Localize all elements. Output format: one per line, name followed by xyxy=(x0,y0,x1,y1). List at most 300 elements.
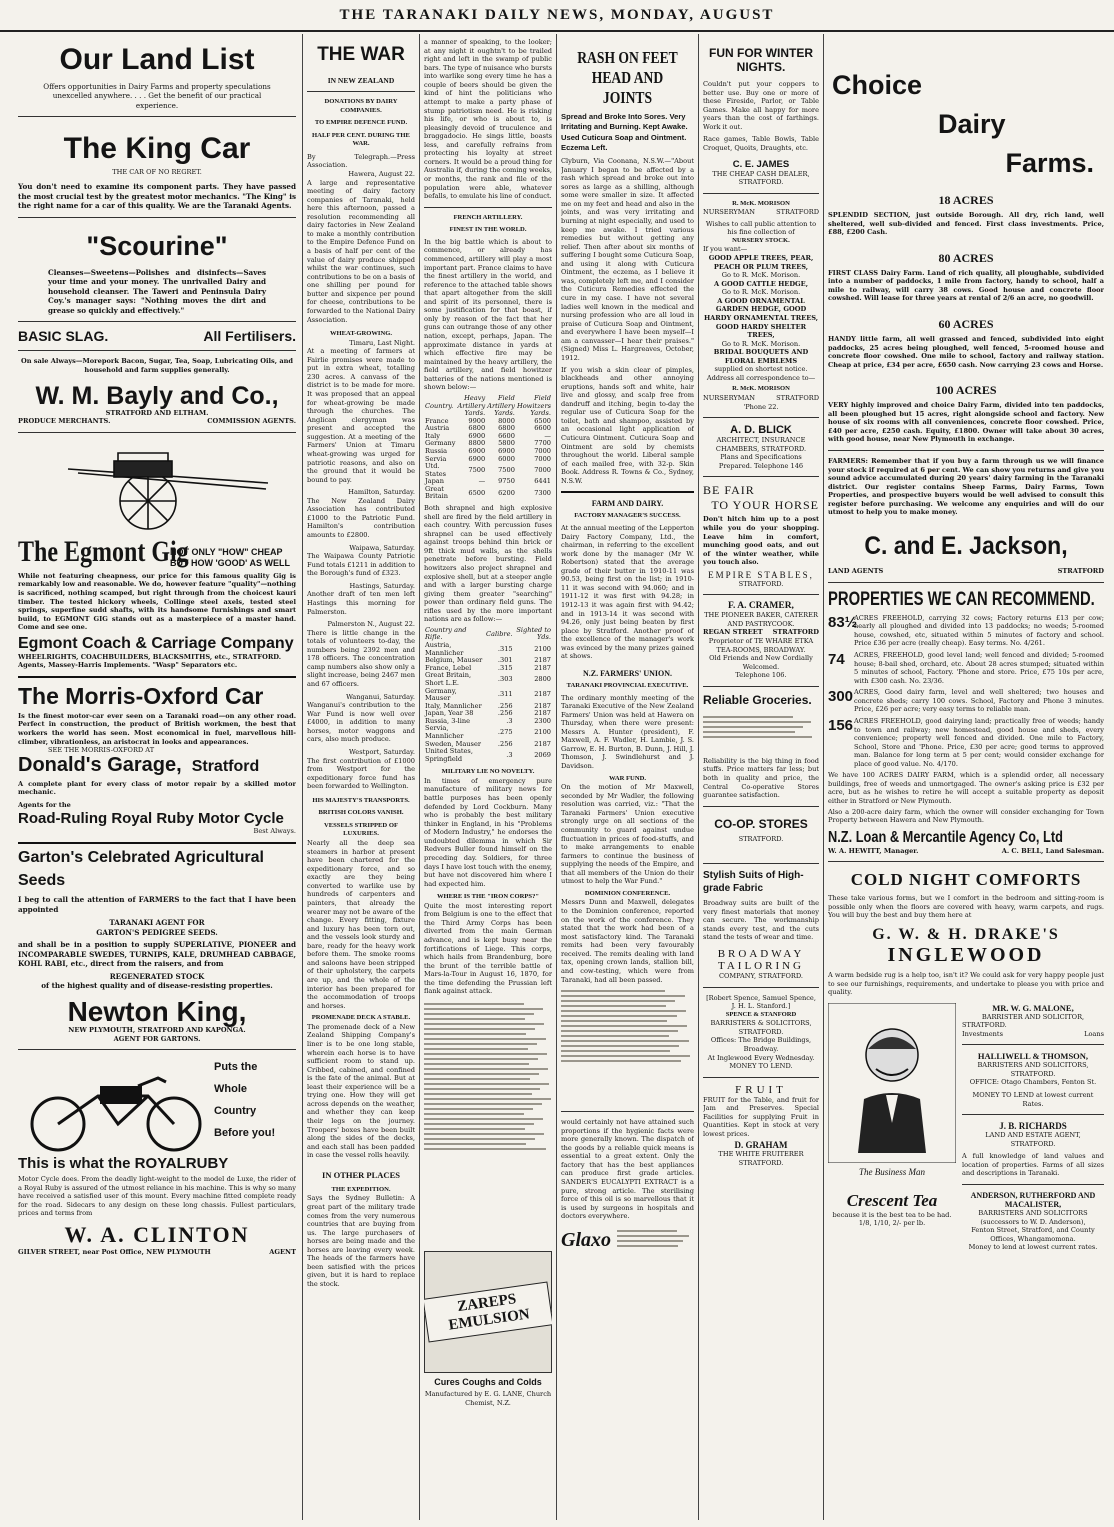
war-title: THE WAR xyxy=(317,44,405,65)
zareps-emulsion-logo: ZAREPS EMULSION xyxy=(424,1281,552,1342)
ruby-line2: Whole xyxy=(214,1083,247,1096)
gig-illustration xyxy=(18,439,296,531)
column-rule xyxy=(302,34,303,1520)
horse-title-2: TO YOUR HORSE xyxy=(711,498,819,513)
artillery-table-header-cell: Heavy Artillery Yards. xyxy=(457,393,486,418)
malone-desc: BARRISTER AND SOLICITOR, xyxy=(981,1012,1085,1021)
fun-title: FUN FOR WINTER NIGHTS. xyxy=(709,46,813,74)
blick-desc: ARCHITECT, INSURANCE CHAMBERS, STRATFORD. xyxy=(715,436,807,453)
text-line-placeholder xyxy=(424,1023,544,1025)
text-line-placeholder xyxy=(561,1005,666,1007)
fruit-title: FRUIT xyxy=(735,1083,787,1096)
morison-name-2: R. McK. MORISON xyxy=(732,385,790,393)
text-line-placeholder xyxy=(424,1033,526,1035)
rifles-table-cell: 2187 xyxy=(534,709,551,718)
rifles-table-cell: Italy, Mannlicher xyxy=(425,701,482,710)
text-line-placeholder xyxy=(617,1240,683,1242)
artillery-table-header-cell: Country. xyxy=(425,401,454,410)
richards-name: J. B. RICHARDS xyxy=(999,1121,1067,1132)
cramer-friends: Old Friends and New Cordially Welcomed. xyxy=(709,654,813,671)
bridal: BRIDAL BOUQUETS AND FLORAL EMBLEMS xyxy=(713,348,809,365)
text-line-placeholder xyxy=(424,1073,539,1075)
go-to-1: Go to R. McK. Morison. xyxy=(721,271,801,280)
land-list-title: Our Land List xyxy=(59,43,255,76)
rifles-table-cell: Austria, Mannlicher xyxy=(425,641,464,657)
property-description: ACRES, FREEHOLD, good level land; well fenced and divided; 5-roomed house; 8-bail shed, orchard, etc. About 28 acres stumped; situated within 5 minutes of school, Factory. 'Phone and store. Price, £75 10s per acre, with £300 cash. No. 23/36. xyxy=(854,651,1104,685)
wheat-head: WHEAT-GROWING. xyxy=(329,330,393,338)
king-car-title: The King Car xyxy=(63,132,251,165)
artillery-table-cell: Germany xyxy=(425,439,456,448)
text-line-placeholder xyxy=(424,1043,537,1045)
property-listing xyxy=(828,688,1104,714)
spence-names: [Robert Spence, Samuel Spence, J. H. L. Stanford.] xyxy=(706,993,816,1011)
morris-plant: A complete plant for every class of motor repair by a skilled motor mechanic. xyxy=(18,779,296,797)
malone-place: STRATFORD. xyxy=(962,1021,1007,1030)
clinton-address: GILVER STREET, near Post Office, NEW PLYMOUTH xyxy=(18,1247,211,1256)
farm-acres-heading: 100 ACRES xyxy=(935,383,997,398)
column-5 xyxy=(703,34,819,1520)
jackson-stratford: STRATFORD xyxy=(1057,567,1104,576)
bayly-commission: COMMISSION AGENTS. xyxy=(207,417,296,426)
text-line-placeholder xyxy=(703,726,803,728)
iron-corps-head: WHERE IS THE "IRON CORPS?" xyxy=(436,893,540,901)
artillery-table-cell: 8000 xyxy=(498,416,515,425)
donations-sub: TO EMPIRE DEFENCE FUND. xyxy=(314,119,408,127)
rifles-table xyxy=(424,627,552,763)
promenade-body: The promenade deck of a New Zealand Shipping Company's liner is to be one long stable, wherein each horse is to have sufficient room to stand up. Cribbed, cabined, and confined is the fate of the animal. But at least their experience will be a trying one. How they will get across depends on the weather, and whether they can keep their legs on the journey. Troopers' boxes have been built along the sides of the decks, and each stall has been padded in case the vessel rolls heavily. xyxy=(307,1022,415,1160)
farms-word: Farms. xyxy=(1005,148,1094,178)
text-line-placeholder xyxy=(424,1083,549,1085)
artillery-table xyxy=(424,395,552,501)
graham-name: D. GRAHAM xyxy=(734,1140,788,1151)
morison-stratford: STRATFORD xyxy=(776,208,819,217)
trees-3: A GOOD ORNAMENTAL GARDEN HEDGE, GOOD HARDY ORNAMENTAL TREES, GOOD HARDY SHELTER TREES, xyxy=(703,296,819,340)
properties-title: PROPERTIES WE CAN RECOMMEND. xyxy=(828,588,1095,610)
masthead: THE TARANAKI DAILY NEWS, MONDAY, AUGUST xyxy=(0,0,1114,32)
text-line-placeholder xyxy=(424,1103,542,1105)
text-line-placeholder xyxy=(424,1143,526,1145)
rifles-table-cell: .275 xyxy=(497,728,513,737)
rifles-table-cell: .256 xyxy=(497,701,513,710)
text-line-placeholder xyxy=(424,1098,551,1100)
fruit-body: FRUIT for the Table, and fruit for Jam and Preserves. Special Facilities for supplying Fruit in Quantities. Kept in stock at very lowest prices. xyxy=(703,1095,819,1138)
rifles-table-cell: Russia, 3-line xyxy=(425,716,471,725)
rifles-table-header-cell: Calibre. xyxy=(486,629,513,638)
rifles-table-cell: .315 xyxy=(497,663,513,672)
farmers-note: FARMERS: Remember that if you buy a farm through us we will finance your stock if required at 6 per cent. We can show you returns and give you sound advice accumulated during 20 years' dairy farming in the Taranaki district. Our register contains Sheep Farms, Dairy Farms, Town Properties, and prospective buyers would be well advised to consult this register before purchasing. We welcome any enquiries and will do our utmost to help you to make money. xyxy=(828,457,1104,517)
best-always: Best Always. xyxy=(253,827,296,836)
cold-night-body: These take various forms, but we I comfort in the bedroom and sitting-room is possible only when the floors are covered with heavy, warm carpets, and rugs. You will buy the best and buy them here at xyxy=(828,894,1104,920)
artillery-table-cell: — xyxy=(544,431,551,440)
egmont-gig-title: The Egmont Gig xyxy=(18,534,189,568)
farm-description: FIRST CLASS Dairy Farm. Land of rich quality, all ploughable, subdivided into a number of paddocks, 1 mile from factory, handy to school, half a mile to railway, will carry 38 cows. Good house and concrete floor cowshed. Will lease for three years at rental of 2/6 an acre, no goodwill. xyxy=(828,268,1104,303)
business-man-illustration xyxy=(828,1003,956,1163)
rash-sub: Spread and Broke Into Sores. Very Irritating and Burning. Kept Awake. Used Cuticura Soap and Ointment. Eczema Left. xyxy=(561,112,688,152)
text-line-placeholder xyxy=(424,1068,548,1070)
text-line-placeholder xyxy=(424,1058,538,1060)
rifles-table-cell: Japan, Year 38 xyxy=(425,709,474,718)
props-tail: We have 100 ACRES DAIRY FARM, which is a splendid order, all necessary buildings, free of weeds and unmortgaged. The owner's asking price is £32 per acre, but as he wishes to retire he will accept a suitable property as deposit either in Stratford or New Plymouth. xyxy=(828,771,1104,805)
egmont-trades: WHEELRIGHTS, COACHBUILDERS, BLACKSMITHS, etc., STRATFORD. xyxy=(18,652,282,661)
rash-title-1: RASH ON FEET xyxy=(577,48,678,67)
morison-stratford-2: STRATFORD xyxy=(776,394,819,402)
war-fund-body: On the motion of Mr Maxwell, seconded by Mr Wadler, the following resolution was carried, viz.: "That the Taranaki Farmers' Union executive strongly urge on all sections of the community to guard against undue fluctuation in prices of food-stuffs, and to make arrangements to enable farmers to continue the business of supplying the needs of the Empire, and that all members of the Union do their utmost to help the War Fund." xyxy=(561,783,694,886)
artillery-table-row xyxy=(424,456,552,464)
vessels-body: Nearly all the deep sea steamers in harbor at present have been chartered for the expeditionary force, and so exactly are they being converted to warlike use by hundreds of carpenters and painters, that already the wearer may not be aware of the change. Every fitting, fixture and luxury has been torn out, and the vessels look sturdy and bare, ready for the heavy work before them. The smoke rooms and saloons have been stripped of their upholstery, the carpets are up, and the whole of the interior has been prepared for the accommodation of troops and horses. xyxy=(307,839,415,1010)
rifles-table-cell: .256 xyxy=(497,739,513,748)
farm-description: VERY highly improved and choice Dairy Farm, divided into ten paddocks, all been ploughed but 15 acres, right alongside school and factory. New house of six rooms with all conveniences, concrete floor cowshed. Price, £40 per acre, £250 cash. Equity, £1800. Owner will take about 30 acres, with good house, near New Plymouth in exchange. xyxy=(828,401,1104,444)
artillery-table-cell: 6441 xyxy=(534,477,551,486)
basic-slag-label: BASIC SLAG. xyxy=(18,328,109,345)
drakes-inglewood: INGLEWOOD xyxy=(887,943,1045,966)
text-line-placeholder xyxy=(424,1088,540,1090)
suits-body: Broadway suits are built of the very finest materials that money can secure. The workmanship stands every test, and the cuts stand the tests of wear and time. xyxy=(703,899,819,942)
iron-corps-body: Quite the most interesting report from Belgium is one to the effect that the Third Army Corps has been diverted from the main German advance, and is kept busy near the fortifications of Liege. This corps, which hails from Brandenburg, bore the brunt of the terrible battle of Mars-la-Tour in August 16, 1870, for the time defending the Prussian left flank against attack. xyxy=(424,901,552,996)
fertilisers-label: All Fertilisers. xyxy=(203,328,296,345)
ruby-title: This is what the ROYALRUBY xyxy=(18,1155,229,1173)
egmont-agents: Agents, Massey-Harris Implements. "Wasp" Separators etc. xyxy=(18,661,238,670)
halliwell-money: MONEY TO LEND at lowest current Rates. xyxy=(972,1091,1094,1108)
artillery-table-cell: 8800 xyxy=(468,439,486,448)
garton-seeds: Seeds xyxy=(18,871,66,889)
waipawa-body: The Waipawa County Patriotic Fund totals £1211 in addition to the Borough's fund of £323. xyxy=(307,552,415,578)
text-line-placeholder xyxy=(561,1050,670,1052)
other-places-sub: THE EXPEDITION. xyxy=(331,1185,391,1193)
text-line-placeholder xyxy=(703,721,811,723)
rifles-table-cell: Sweden, Mauser xyxy=(425,739,481,748)
rifles-table-cell: .301 xyxy=(497,656,513,665)
artillery-table-cell: 7300 xyxy=(534,488,551,497)
empire-place: STRATFORD. xyxy=(738,579,784,588)
artillery-table-cell: 7500 xyxy=(498,465,515,474)
farm-listings xyxy=(828,193,1104,444)
cramer-prop: Proprietor of TE WHARE ETKA TEA-ROOMS, BROADWAY. xyxy=(708,637,814,654)
rifles-table-cell: Belgium, Mauser xyxy=(425,656,483,665)
artillery-body: In the big battle which is about to commence, or already has commenced, artillery will play a most important part. France claims to have the finest artillery in the world, and reference to the attached table shows that apart altogether from the skill and spirit of its personnel, there is some justification for that boast, if only by reason of the fact that her guns can outrange those of any other nation, except, perhaps, Japan. The approximate distance in yards at which effective fire may be maintained by the heavy artillery, the field artillery, and field howitzer batteries of the nations mentioned is shown below:— xyxy=(424,237,552,392)
morris-body: Is the finest motor-car ever seen on a Taranaki road—on any other road. Perfect in construction, the product of British workmen, the best that workers the world has seen. Most economical in fuel, marvellous hill-climber, vibrationless, an aristocrat in looks and appearances. xyxy=(18,711,296,746)
rash-body-2: If you wish a skin clear of pimples, blackheads and other annoying eruptions, hands soft and white, hair live and glossy, and scalp free from dandruff and itching, begin to-day the regular use of Cuticura Soap for the toilet, bath and shampoo, assisted by an occasional light application of Cuticura Ointment. Cuticura Soap and Ointment are sold by chemists throughout the world. Liberal sample of each mailed free, with 32-p. Skin Book. Address R. Towns & Co., Sydney, N.S.W. xyxy=(561,365,694,485)
text-line-placeholder xyxy=(703,736,812,738)
artillery-table-cell: 7000 xyxy=(534,465,551,474)
waipawa-dateline: Waipawa, Saturday. xyxy=(349,543,415,552)
rifles-table-cell: 2100 xyxy=(534,728,551,737)
jackson-name: C. and E. Jackson, xyxy=(864,531,1068,560)
westport-body: The first contribution of £1000 from Westport for the expeditionary force fund has been forwarded to Wellington. xyxy=(307,756,415,791)
glaxo-text xyxy=(617,1227,694,1255)
war-sub: IN NEW ZEALAND xyxy=(327,76,395,85)
king-car-body: You don't need to examine its component parts. They have passed the most crucial test by the greatest motor mechanics. "The King" is the right name for a car of this quality. We are the Taranaki Agents. xyxy=(18,182,296,211)
text-line-placeholder xyxy=(424,1028,535,1030)
anderson-money: Money to lend at lowest current rates. xyxy=(968,1243,1098,1252)
props-tail-2: Also a 200-acre dairy farm, which the owner will consider exchanging for Town Property between Hawera and New Plymouth. xyxy=(828,807,1104,825)
text-line-placeholder xyxy=(617,1235,689,1237)
empire-stables: EMPIRE STABLES, xyxy=(708,569,814,580)
other-places-body: Says the Sydney Bulletin: A great part of the military trade comes from the very numerous countries that are buying from us. The large purchasers of horses are being made and the horses are leaving every week. The heads of the farmers have been satisfied with the prices given, but it is hard to replace the stock. xyxy=(307,1194,415,1288)
nz-loan-manager: W. A. HEWITT, Manager. xyxy=(828,846,919,855)
drakes-name: G. W. & H. DRAKE'S xyxy=(872,925,1060,943)
artillery-table-cell: 7500 xyxy=(468,465,486,474)
column-rule xyxy=(556,34,557,1520)
clinton-name: W. A. CLINTON xyxy=(64,1221,250,1247)
nz-loan-salesman: A. C. BELL, Land Salesman. xyxy=(1001,846,1104,855)
newton-places: NEW PLYMOUTH, STRATFORD AND KAPONGA. xyxy=(68,1026,246,1035)
text-line-placeholder xyxy=(703,716,793,718)
col5-filler-text xyxy=(703,713,819,753)
egmont-tag2: BUT HOW 'GOOD' AS WELL xyxy=(170,558,290,569)
text-line-placeholder xyxy=(561,990,665,992)
artillery-table-cell: 6900 xyxy=(468,454,486,463)
hamilton-body: The New Zealand Dairy Association has contributed £1000 to the Patriotic Fund. Hamilton's contribution amounts to £2800. xyxy=(307,496,415,539)
rifles-table-cell: 2069 xyxy=(534,750,551,759)
egmont-company: Egmont Coach & Carriage Company xyxy=(18,634,294,652)
farm-listing xyxy=(828,317,1104,369)
factory-body: At the annual meeting of the Lepperton Dairy Factory Company, Ltd., the chairman, in referring to the excellent work done by the manager (Mr W. Robertson) stated that the average grade of their butter in 1910-11 was 90.53, being first on the list; in 1910-11 it was second with 94.060; and in 1911-12 it was first with 94.28; in 1912-13 it was again first with 94.42; and in 1913-14 it was second with 94.26, only just being beaten by first place by Stratford. Another proof of the excellence of the manager's work was evinced by the many prizes gained at shows. xyxy=(561,523,694,661)
col3-continued: a manner of speaking, to the looker; at any night it oughtn't to be trailed right and left in the swamp of public bars. The type of nuisance who bursts into warlike song every time he has a couple of beers should be given the kind of hint the politicians who attempt to make a party phase of stump patriotism need. He is risking his life, or who is about to, is pleasingly devoid of truculence and braggadocio. He sings little, boasts less, and carefully refrains from protecting his loyalty at street corners. It would be a proud thing for Australia if, during the coming weeks, or months, the rank and file of the population were able, whatever befalls, to emulate his line of conduct. xyxy=(424,38,552,201)
palmerston-body: There is little change in the totals of volunteers to-day, the numbers being 2392 men and 178 officers. The concentration camp numbers also show only a slight increase, being 2467 men and 67 officers. xyxy=(307,628,415,688)
text-line-placeholder xyxy=(424,1008,543,1010)
supplied: supplied on shortest notice. Address all correspondence to— xyxy=(706,365,816,382)
farm-listing xyxy=(828,251,1104,303)
artillery-table-row xyxy=(424,425,552,433)
text-line-placeholder xyxy=(561,1025,687,1027)
zareps-maker: Manufactured by E. G. LANE, Church Chemist, N.Z. xyxy=(424,1389,552,1407)
artillery-table-cell: 6800 xyxy=(498,424,515,433)
text-line-placeholder xyxy=(561,1020,667,1022)
groceries-title: Reliable Groceries. xyxy=(703,692,812,707)
hastings-dateline: Hastings, Saturday. xyxy=(349,581,415,590)
text-line-placeholder xyxy=(424,1118,543,1120)
jackson-land-agents: LAND AGENTS xyxy=(828,567,884,576)
text-line-placeholder xyxy=(561,1030,678,1032)
bayly-place: STRATFORD AND ELTHAM. xyxy=(105,408,209,417)
property-listings xyxy=(828,614,1104,769)
halliwell-office: OFFICE: Otago Chambers, Fenton St. xyxy=(969,1078,1097,1087)
half-cent: HALF PER CENT. DURING THE WAR. xyxy=(312,131,410,148)
cramer-desc: THE PIONEER BAKER, CATERER AND PASTRYCOOK. xyxy=(704,611,818,628)
rifles-table-row xyxy=(424,642,552,657)
glaxo-logo: Glaxo xyxy=(561,1229,611,1252)
property-listing xyxy=(828,614,1104,648)
artillery-table-cell: — xyxy=(478,477,486,486)
rifles-table-row xyxy=(424,748,552,763)
artillery-table-header-cell: Field Howitzers Yards. xyxy=(516,393,551,418)
dominion-body: Messrs Dunn and Maxwell, delegates to the Dominion conference, reported on the work of the conference. They stated that the work had been of a most satisfactory kind. The Taranaki remits had been very favourably received. The remits dealing with land tax, opening crown lands, stallion bill, and cow-testing, which were from Taranaki, had all been passed. xyxy=(561,898,694,984)
military-head: MILITARY LIE NO NOVELTY. xyxy=(441,768,535,776)
artillery-table-header-cell: Field Artillery Yards. xyxy=(487,393,515,418)
rifles-table-cell: 2187 xyxy=(534,656,551,665)
text-line-placeholder xyxy=(424,1018,525,1020)
artillery-table-cell: 6900 xyxy=(468,446,486,455)
james-name: C. E. JAMES xyxy=(732,158,790,170)
vessels-head: VESSELS STRIPPED OF LUXURIES. xyxy=(323,821,399,838)
artillery-table-cell: 6900 xyxy=(498,446,515,455)
richards-desc: LAND AND ESTATE AGENT, STRATFORD. xyxy=(985,1131,1081,1148)
newton-agent: AGENT FOR GARTONS. xyxy=(113,1034,201,1043)
wheat-dateline: Timaru, Last Night. xyxy=(349,338,415,347)
spence-offices: Offices: The Bridge Buildings, Broadway. xyxy=(710,1036,812,1053)
rifles-table-cell: United States, Springfield xyxy=(425,747,473,763)
property-description: ACRES, Good dairy farm, level and well sheltered; two houses and concrete sheds; carry 100 cows. School, Factory and Phone 3 minutes. Price, £26 per acre; very easy terms to reliable man. xyxy=(854,688,1104,714)
artillery-table-cell: Italy xyxy=(425,431,441,440)
ruby-line3: Country xyxy=(214,1105,257,1118)
fun-games: Race games, Table Bowls, Table Croquet, Quoits, Draughts, etc. xyxy=(703,135,819,152)
union-body: The ordinary monthly meeting of the Taranaki Executive of the New Zealand Farmers' Union was held at Hawera on Thursday, when there were present: Messrs A. Hunter (president), F. Maxwell, A. F. Wadler, H. Lambie, J. S. Garrow, E. H. Burton, B. Dunn, J. Hill, J. Thomson, J. Swindlehurst and J. Davidson. xyxy=(561,693,694,770)
if-you-want: If you want— xyxy=(703,245,748,254)
rifles-table-cell: .3 xyxy=(506,716,513,725)
column-6 xyxy=(828,34,1104,1520)
rifles-table-cell: Great Britain, Short L.E. xyxy=(425,671,472,687)
bayly-produce: PRODUCE MERCHANTS. xyxy=(18,417,111,426)
text-line-placeholder xyxy=(561,1010,686,1012)
zareps-tag: Cures Coughs and Colds xyxy=(434,1376,542,1387)
colors-head: BRITISH COLORS VANISH. xyxy=(318,809,404,817)
artillery-table-cell: France xyxy=(425,416,449,425)
horse-title-1: BE FAIR xyxy=(703,483,755,498)
farm-description: SPLENDID SECTION, just outside Borough. All dry, rich land, well sheltered, well sub-divided and fenced. First class investments. Price, £88, £200 Cash. xyxy=(828,211,1104,237)
artillery-table-cell: Utd. States xyxy=(425,462,447,478)
morison-name: R. McK. MORISON xyxy=(732,199,790,207)
broadway-name: BROADWAY xyxy=(717,948,805,960)
rifles-table-cell: 2100 xyxy=(534,644,551,653)
artillery-table-cell: 5800 xyxy=(498,439,515,448)
artillery-table-row xyxy=(424,463,552,478)
ruby-body: Motor Cycle does. From the deadly light-weight to the model de Luxe, the rider of a Royal Ruby is assured of the utmost reliance in his machine. This is why so many have received a satisfied user of this mount. Every machine fitted complete ready for the road. Sidecars to any design on these long chassis. Fullest particulars, prices and terms from xyxy=(18,1175,296,1218)
column-3 xyxy=(424,34,552,1520)
anderson-office: Fenton Street, Stratford, and County Offices, Whangamomona. xyxy=(971,1226,1095,1243)
text-line-placeholder xyxy=(561,1035,669,1037)
land-list-body: Offers opportunities in Dairy Farms and property speculations unexcelled anywhere. . . . Get the benefit of our practical experience. xyxy=(43,81,271,110)
promenade-head: PROMENADE DECK A STABLE. xyxy=(311,1014,411,1022)
text-line-placeholder xyxy=(561,1040,689,1042)
rifles-table-cell: France, Lebel xyxy=(425,663,472,672)
graham-place: STRATFORD. xyxy=(738,1159,784,1167)
artillery-table-cell: Austria xyxy=(425,424,450,433)
wanganui-dateline: Wanganui, Saturday. xyxy=(346,692,415,701)
garton-regen: REGENERATED STOCK xyxy=(109,971,205,981)
tailoring-name: TAILORING xyxy=(718,960,804,972)
egmont-tag1: NOT ONLY "HOW" CHEAP xyxy=(170,547,283,558)
graham-desc: THE WHITE FRUITERER xyxy=(718,1150,804,1159)
text-line-placeholder xyxy=(424,1038,546,1040)
artillery-table-cell: 6000 xyxy=(498,454,515,463)
business-man-caption: The Business Man xyxy=(859,1166,925,1177)
text-line-placeholder xyxy=(424,1138,535,1140)
artillery-table-cell: 7700 xyxy=(534,439,551,448)
morris-title: The Morris-Oxford Car xyxy=(18,682,264,709)
garton-body: and shall be in a position to supply SUPERLATIVE, PIONEER and INCOMPARABLE SWEDES, TURNIPS, KALE, DRUMHEAD CABBAGE, KOHL RABI, etc., direct from the raisers, and from xyxy=(18,940,296,969)
morris-agents: Agents for the xyxy=(18,800,71,809)
text-line-placeholder xyxy=(561,1055,690,1057)
coop-title: CO-OP. STORES xyxy=(714,816,808,831)
rifles-table-cell: 2300 xyxy=(534,716,551,725)
dairy-word: Dairy xyxy=(938,109,1006,139)
artillery-sub: FINEST IN THE WORLD. xyxy=(449,226,527,234)
rifles-table-cell: 2187 xyxy=(534,701,551,710)
cramer-place: STRATFORD xyxy=(772,628,819,637)
artillery-table-cell: 6500 xyxy=(534,416,551,425)
text-line-placeholder xyxy=(424,1133,544,1135)
cramer-phone: Telephone 106. xyxy=(735,671,787,680)
rifles-table-cell: 2187 xyxy=(534,739,551,748)
anderson-desc: BARRISTERS AND SOLICITORS (successors to W. D. Anderson), xyxy=(978,1208,1088,1226)
col3-filler-text xyxy=(424,1000,552,1245)
farm-acres-heading: 60 ACRES xyxy=(938,316,994,331)
scourine-title: "Scourine" xyxy=(86,230,228,261)
donalds-garage: Donald's Garage, xyxy=(18,753,182,776)
artillery-table-cell: 6500 xyxy=(468,488,486,497)
artillery-table-row xyxy=(424,486,552,501)
horse-body: Don't hitch him up to a post while you do your shopping. Leave him in comfort, munching good oats, and out of the winter weather, while you touch also. xyxy=(703,515,819,567)
rifles-table-cell: 2800 xyxy=(534,675,551,684)
text-line-placeholder xyxy=(424,1053,547,1055)
bayly-name: W. M. Bayly and Co., xyxy=(35,381,279,410)
artillery-table-cell: Great Britain xyxy=(425,484,449,501)
shrapnel-body: Both shrapnel and high explosive shell are fired by the field artillery in each country. With percussion fuses shrapnel can be used effectively against troops behind thin brick or 9ft thick mud walls, as the shells penetrate before bursting. Field howitzers also project shrapnel and explosive shell, but at a steeper angle and with a larger bursting charge giving them greater "searching" power than ordinary field guns. The rifles used by the more important nations are as follow:— xyxy=(424,504,552,624)
farm-listing xyxy=(828,383,1104,444)
drakes-body: A warm bedside rug is a help too, isn't it? We could ask for very happy people just to see our furnishings, requirements, and undertake to please you with price and quality. xyxy=(828,970,1104,997)
property-description: ACRES FREEHOLD, carrying 32 cows; Factory returns £13 per cow; nearly all ploughed and divided into 13 paddocks; no weeds; 5-roomed house, cowshed, etc, situated within 5 minutes of factory and school. Price £36 per acre (really cheap). Easy terms. No. 4/261. xyxy=(854,613,1104,648)
text-line-placeholder xyxy=(424,1093,532,1095)
malone-investments: Investments xyxy=(962,1029,1003,1038)
rifles-table-header-cell: Sighted to Yds. xyxy=(516,625,551,642)
other-places-head: IN OTHER PLACES xyxy=(322,1169,400,1180)
property-acres: 156 xyxy=(828,716,854,734)
malone-name: MR. W. G. MALONE, xyxy=(992,1002,1074,1013)
text-line-placeholder xyxy=(424,1148,546,1150)
property-listing xyxy=(828,651,1104,685)
donalds-garage-place: Stratford xyxy=(191,757,260,775)
crescent-tag: because it is the best tea to be had. xyxy=(832,1210,952,1219)
artillery-table-cell: 9900 xyxy=(468,416,486,425)
text-line-placeholder xyxy=(703,731,795,733)
dominion-body-2: would certainly not have attained such proportions if the hygienic facts were more generally known. The dispatch of the goods by a reliable quick means is essential to a great extent. Only the factory that has the best appliances can produce first grade articles. SANDER'S EUCALYPTI EXTRACT is a pure, strong article. The sterilising force of this oil is so marvellous that it is used by surgeons in hospitals and doctors everywhere. xyxy=(561,1118,694,1221)
text-line-placeholder xyxy=(617,1245,678,1247)
rifles-table-row xyxy=(424,725,552,740)
rifles-table-cell: 2187 xyxy=(534,663,551,672)
suits-title: Stylish Suits of High-grade Fabric xyxy=(703,870,804,894)
cold-night-title: COLD NIGHT COMFORTS xyxy=(850,870,1082,890)
halliwell-name: HALLIWELL & THOMSON, xyxy=(977,1051,1089,1062)
morison-body: Wishes to call public attention to his fine collection of xyxy=(705,219,817,237)
rash-title-2: HEAD AND JOINTS xyxy=(591,68,664,107)
property-acres: 83½ xyxy=(828,613,858,631)
artillery-table-cell: 6900 xyxy=(468,431,486,440)
artillery-table-cell: 6600 xyxy=(534,424,551,433)
garton-pedigree: GARTON'S PEDIGREE SEEDS. xyxy=(96,927,218,937)
coop-place: STRATFORD. xyxy=(738,834,784,843)
rifles-table-cell: .311 xyxy=(497,690,513,699)
garton-agent: TARANAKI AGENT FOR xyxy=(109,918,205,928)
spence-money: MONEY TO LEND. xyxy=(729,1062,793,1071)
artillery-table-cell: 7000 xyxy=(534,446,551,455)
text-line-placeholder xyxy=(561,1045,679,1047)
col4-filler-text xyxy=(561,987,694,1105)
hamilton-dateline: Hamilton, Saturday. xyxy=(348,488,415,497)
nursery-stock: NURSERY STOCK. xyxy=(732,236,790,244)
artillery-table-cell: Russia xyxy=(425,446,448,455)
factory-head: FACTORY MANAGER'S SUCCESS. xyxy=(574,512,681,520)
text-line-placeholder xyxy=(424,1108,533,1110)
artillery-table-cell: 6200 xyxy=(498,488,515,497)
rifles-table-cell: .303 xyxy=(497,675,513,684)
palmerston-dateline: Palmerston N., August 22. xyxy=(327,620,415,629)
rifles-table-cell: 2187 xyxy=(534,690,551,699)
groceries-body: Reliability is the big thing in food stuffs. Price matters far less; but both in quality and price, the Central Co-operative Stores guarantee satisfaction. xyxy=(703,756,819,800)
text-line-placeholder xyxy=(424,1128,525,1130)
blick-name: A. D. BLICK xyxy=(730,424,792,437)
rifles-table-row xyxy=(424,688,552,703)
rifles-table-header-cell: Country and Rifle. xyxy=(425,625,467,642)
